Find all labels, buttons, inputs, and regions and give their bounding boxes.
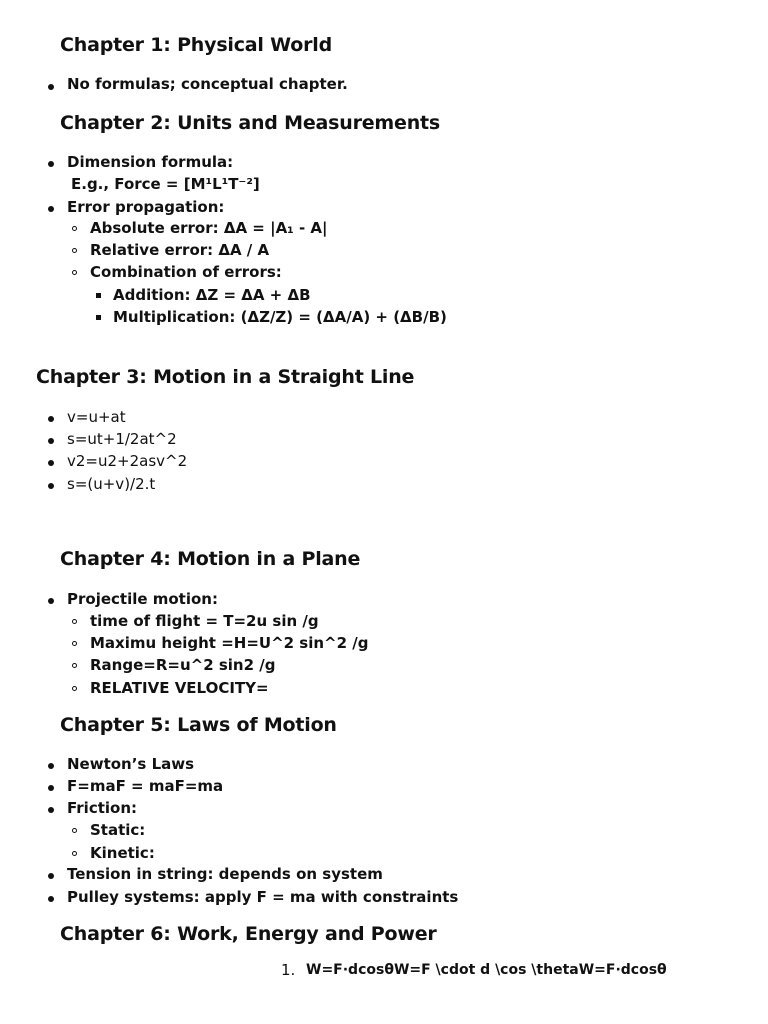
bullet-disc [48, 483, 54, 489]
list-item: Dimension formula: [67, 153, 234, 171]
list-item: Error propagation: [67, 198, 225, 216]
list-item: Range=R=u^2 sin2 /g [90, 656, 276, 674]
bullet-disc [48, 206, 54, 212]
bullet-circle [72, 270, 77, 275]
list-item: Addition: ΔZ = ΔA + ΔB [113, 286, 311, 304]
list-item: Relative error: ΔA / A [90, 241, 270, 259]
list-item-continuation: E.g., Force = [M¹L¹T⁻²] [71, 175, 260, 193]
list-item: RELATIVE VELOCITY= [90, 679, 269, 697]
list-item: Pulley systems: apply F = ma with constraints [67, 888, 459, 906]
chapter-1-title: Chapter 1: Physical World [60, 34, 332, 56]
list-number: 1. [281, 961, 296, 979]
bullet-disc [48, 763, 54, 769]
bullet-disc [48, 598, 54, 604]
list-item: s=ut+1/2at^2 [67, 430, 177, 448]
bullet-disc [48, 785, 54, 791]
list-item: Static: [90, 821, 146, 839]
bullet-disc [48, 896, 54, 902]
bullet-disc [48, 460, 54, 466]
list-item: Tension in string: depends on system [67, 865, 383, 883]
bullet-circle [72, 851, 77, 856]
bullet-disc [48, 84, 54, 90]
list-item: Combination of errors: [90, 263, 282, 281]
bullet-square [96, 293, 101, 298]
list-item: Friction: [67, 799, 138, 817]
bullet-disc [48, 438, 54, 444]
bullet-disc [48, 161, 54, 167]
list-item: No formulas; conceptual chapter. [67, 75, 348, 93]
list-item: Absolute error: ΔA = |A₁ - A| [90, 219, 328, 237]
bullet-circle [72, 686, 77, 691]
bullet-circle [72, 663, 77, 668]
list-item: Maximu height =H=U^2 sin^2 /g [90, 634, 369, 652]
list-item: time of flight = T=2u sin /g [90, 612, 319, 630]
chapter-6-title: Chapter 6: Work, Energy and Power [60, 923, 437, 945]
bullet-circle [72, 828, 77, 833]
chapter-5-title: Chapter 5: Laws of Motion [60, 714, 337, 736]
bullet-circle [72, 619, 77, 624]
list-item: Projectile motion: [67, 590, 218, 608]
chapter-3-title: Chapter 3: Motion in a Straight Line [36, 366, 415, 388]
bullet-disc [48, 873, 54, 879]
bullet-disc [48, 416, 54, 422]
list-item: W=F⋅dcosθW=F \cdot d \cos \thetaW=F⋅dcosθ [306, 962, 667, 978]
bullet-disc [48, 807, 54, 813]
bullet-circle [72, 226, 77, 231]
list-item: Kinetic: [90, 844, 155, 862]
bullet-circle [72, 248, 77, 253]
bullet-square [96, 315, 101, 320]
list-item: v2=u2+2asv^2 [67, 452, 188, 470]
list-item: v=u+at [67, 408, 126, 426]
chapter-4-title: Chapter 4: Motion in a Plane [60, 548, 361, 570]
chapter-2-title: Chapter 2: Units and Measurements [60, 112, 441, 134]
bullet-circle [72, 641, 77, 646]
list-item: Newton’s Laws [67, 755, 195, 773]
list-item: s=(u+v)/2.t [67, 475, 156, 493]
list-item: F=maF = maF=ma [67, 777, 224, 795]
list-item: Multiplication: (ΔZ/Z) = (ΔA/A) + (ΔB/B) [113, 308, 447, 326]
